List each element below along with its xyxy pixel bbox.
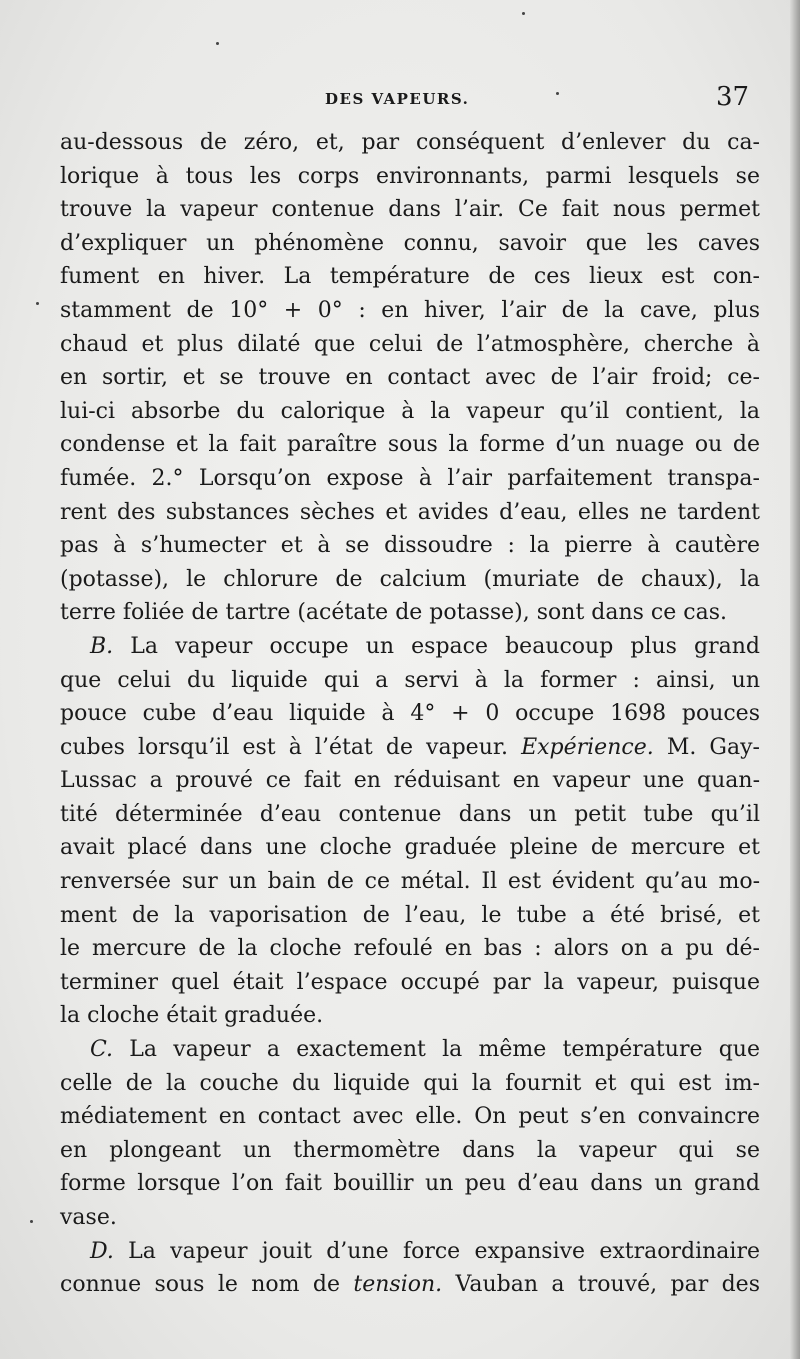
italic-line-prefix: cubes lorsqu’il est à l’état de vapeur. [60, 734, 508, 760]
italic-word-tension: tension. [353, 1272, 443, 1298]
text-line: tité déterminée d’eau contenue dans un petit tube qu’il [60, 801, 760, 827]
text-line: celle de la couche du liquide qui la fournit et qui est im- [60, 1070, 760, 1096]
italic-word-experience: Expérience. [521, 734, 654, 760]
paragraph-d-label: D. [90, 1238, 114, 1264]
text-line: avait placé dans une cloche graduée pleine de mercure et [60, 835, 760, 861]
text-line-with-italic [60, 1268, 760, 1302]
text-line: terre foliée de tartre (acétate de potasse), sont dans ce cas. [60, 600, 727, 626]
page-gutter-shadow [790, 0, 800, 1359]
text-line-with-italic [60, 731, 760, 765]
paragraph-b-text: La vapeur occupe un espace beaucoup plus grand [130, 633, 761, 659]
paragraph-b-label: B. [90, 633, 114, 659]
text-line: stamment de 10° + 0° : en hiver, l’air de la cave, plus [60, 297, 760, 323]
text-line: pas à s’humecter et à se dissoudre : la pierre à cautère [60, 533, 760, 559]
text-line: forme lorsque l’on fait bouillir un peu d’eau dans un grand [60, 1171, 760, 1197]
text-line: médiatement en contact avec elle. On peut s’en convaincre [60, 1104, 760, 1130]
text-line: en plongeant un thermomètre dans la vapeur qui se [60, 1137, 760, 1163]
text-line: (potasse), le chlorure de calcium (muriate de chaux), la [60, 566, 760, 592]
text-line: condense et la fait paraître sous la forme d’un nuage ou de [60, 432, 760, 458]
text-line: pouce cube d’eau liquide à 4° + 0 occupe 1698 pouces [60, 701, 760, 727]
paragraph-c-text: La vapeur a exactement la même température que [129, 1037, 760, 1063]
paragraph-c-label: C. [90, 1037, 114, 1063]
text-line: renversée sur un bain de ce métal. Il est évident qu’au mo- [60, 869, 760, 895]
text-line: en sortir, et se trouve en contact avec de l’air froid; ce- [60, 365, 760, 391]
text-line: fumée. 2.° Lorsqu’on expose à l’air parfaitement transpa- [60, 465, 760, 491]
last-line-suffix: Vauban a trouvé, par des [455, 1272, 760, 1298]
text-line: ment de la vaporisation de l’eau, le tube a été brisé, et [60, 902, 760, 928]
text-line: au-dessous de zéro, et, par conséquent d’enlever du ca- [60, 130, 760, 155]
ink-speck [216, 42, 219, 45]
paragraph-d-first-line [60, 1235, 760, 1269]
text-line: terminer quel était l’espace occupé par la vapeur, puisque [60, 969, 760, 995]
text-line: rent des substances sèches et avides d’eau, elles ne tardent [60, 499, 760, 525]
paragraph-b-first-line [60, 630, 760, 664]
last-line-prefix: connue sous le nom de [60, 1272, 341, 1298]
text-line: vase. [60, 1205, 117, 1230]
text-line: chaud et plus dilaté que celui de l’atmosphère, cherche à [60, 331, 760, 357]
ink-speck [522, 12, 525, 15]
running-title: DES VAPEURS. [325, 90, 470, 108]
text-line: que celui du liquide qui a servi à la former : ainsi, un [60, 667, 760, 693]
text-line: lui-ci absorbe du calorique à la vapeur qu’il contient, la [60, 398, 760, 424]
body-text [60, 126, 760, 1302]
text-line: la cloche était graduée. [60, 1003, 324, 1029]
ink-speck [30, 1220, 33, 1223]
italic-line-suffix: M. Gay- [666, 734, 760, 760]
ink-speck [36, 302, 39, 305]
text-line: Lussac a prouvé ce fait en réduisant en vapeur une quan- [60, 768, 760, 794]
ink-speck [556, 92, 559, 95]
text-line: trouve la vapeur contenue dans l’air. Ce fait nous permet [60, 197, 760, 223]
text-line: lorique à tous les corps environnants, parmi lesquels se [60, 163, 760, 189]
page-header [0, 82, 800, 116]
text-line: d’expliquer un phénomène connu, savoir que les caves [60, 230, 760, 256]
page-number: 37 [716, 82, 750, 112]
text-line: fument en hiver. La température de ces lieux est con- [60, 264, 760, 290]
paragraph-d-text: La vapeur jouit d’une force expansive extraordinaire [128, 1238, 760, 1264]
paragraph-c-first-line [60, 1033, 760, 1067]
text-line: le mercure de la cloche refoulé en bas : alors on a pu dé- [60, 936, 760, 962]
